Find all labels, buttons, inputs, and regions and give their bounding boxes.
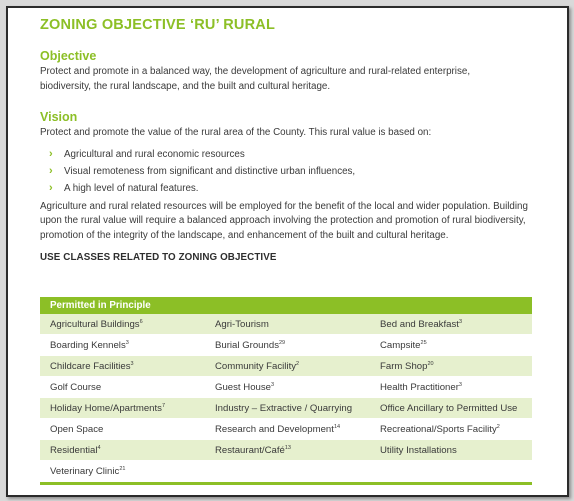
use-class-name: Boarding Kennels [50,340,126,351]
use-class-name: Agricultural Buildings [50,319,140,330]
table-cell [370,314,532,334]
footnote-ref: 2 [296,360,300,367]
chevron-right-icon: › [49,147,53,160]
use-classes-heading: USE CLASSES RELATED TO ZONING OBJECTIVE [40,252,277,263]
table-cell [40,335,205,355]
use-class-name: Research and Development [215,424,334,435]
footnote-ref: 3 [458,381,462,388]
footnote-ref: 2 [496,423,500,430]
use-class-name: Veterinary Clinic [50,466,120,477]
footnote-ref: 3 [271,381,275,388]
use-class-name: Utility Installations [380,445,457,456]
table-cell [205,377,370,397]
use-class-name: Bed and Breakfast [380,319,459,330]
use-class-name: Restaurant/Café [215,445,285,456]
table-row [40,314,532,335]
footnote-ref: 3 [125,339,129,346]
table-cell [205,440,370,460]
table-row [40,398,532,419]
objective-text: Protect and promote in a balanced way, the development of agriculture and rural-related enterprise, biodiversity, the rural landscape, and the built and cultural heritage. [40,66,471,92]
footnote-ref: 20 [427,360,434,367]
table-body [40,314,532,482]
bullet-text: Agricultural and rural economic resources [64,148,245,160]
use-class-name: Burial Grounds [215,340,279,351]
list-item [40,163,540,180]
use-class-name: Childcare Facilities [50,361,131,372]
page-title: ZONING OBJECTIVE ‘RU’ RURAL [40,17,275,33]
table-cell [205,461,370,481]
table-row [40,419,532,440]
table-cell [205,314,370,334]
table-bottom-rule [40,482,532,485]
page-content [40,14,540,477]
table-cell [370,377,532,397]
bullet-text: A high level of natural features. [64,182,199,194]
use-class-name: Community Facility [215,361,297,372]
vision-intro: Protect and promote the value of the rural area of the County. This rural value is based on: [40,127,432,138]
footnote-ref: 3 [130,360,134,367]
table-cell [40,314,205,334]
table-row [40,356,532,377]
table-cell [370,419,532,439]
table-row [40,335,532,356]
table-cell [370,356,532,376]
use-class-name: Office Ancillary to Permitted Use [380,403,518,414]
table-cell [205,419,370,439]
table-cell [40,398,205,418]
footnote-ref: 14 [333,423,341,430]
vision-bullet-list [40,146,540,197]
table-cell [205,335,370,355]
use-class-name: Open Space [50,424,104,435]
table-row [40,440,532,461]
table-row [40,461,532,482]
vision-heading: Vision [40,110,78,124]
table-cell [205,356,370,376]
use-class-name: Farm Shop [380,361,428,372]
use-class-name: Health Practitioner [380,382,459,393]
table-cell [205,398,370,418]
use-class-name: Agri-Tourism [215,319,269,330]
use-class-name: Recreational/Sports Facility [380,424,497,435]
footnote-ref: 3 [458,318,462,325]
table-row [40,377,532,398]
table-cell [370,440,532,460]
footnote-ref: 6 [139,318,143,325]
table-header: Permitted in Principle [40,297,532,314]
bullet-text: Visual remoteness from significant and distinctive urban influences, [64,165,356,177]
table-cell [40,356,205,376]
use-class-name: Guest House [215,382,271,393]
footnote-ref: 21 [119,465,126,472]
table-cell [370,335,532,355]
use-class-name: Holiday Home/Apartments [50,403,162,414]
table-cell [40,461,205,481]
table-cell [40,440,205,460]
use-classes-table [40,297,532,485]
use-class-name: Golf Course [50,382,102,393]
table-cell [370,398,532,418]
footnote-ref: 25 [420,339,427,346]
use-class-name: Industry – Extractive / Quarrying [215,403,353,414]
chevron-right-icon: › [49,181,53,194]
table-cell [370,461,532,481]
footnote-ref: 29 [279,339,286,346]
document-page [6,6,569,497]
footnote-ref: 13 [284,444,291,451]
table-cell [40,377,205,397]
use-class-name: Residential [50,445,98,456]
footnote-ref: 4 [97,444,101,451]
vision-closing-text: Agriculture and rural related resources will be employed for the benefit of the local and wider population. Building upon the rural value will require a balanced approach involving the protection and promotion of rural biodiversity, promotion of the integrity of the landscape, and enhancement of the built and cultural heritage. [40,200,528,241]
chevron-right-icon: › [49,164,53,177]
footnote-ref: 7 [161,402,166,409]
list-item [40,146,540,163]
objective-heading: Objective [40,49,97,63]
use-class-name: Campsite [380,340,421,351]
table-cell [40,419,205,439]
list-item [40,180,540,197]
